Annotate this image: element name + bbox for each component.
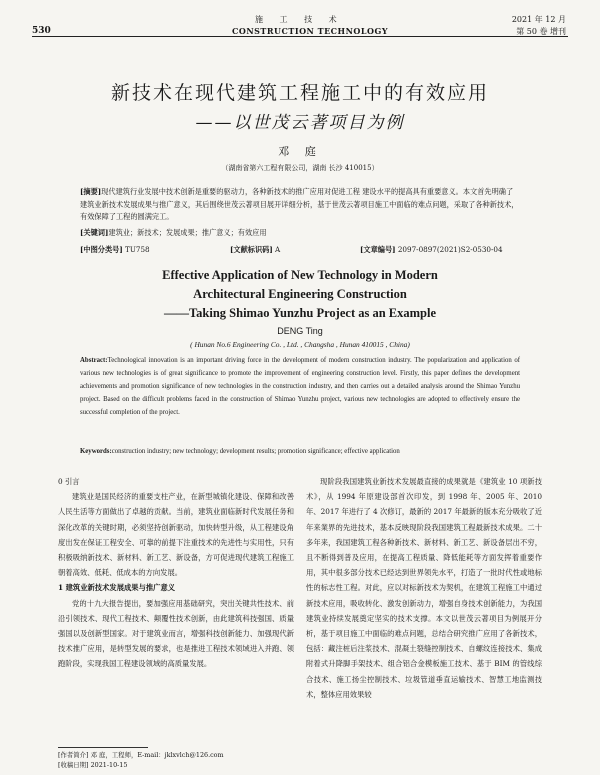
affiliation-en: ( Hunan No.6 Engineering Co. , Ltd. , Changsha , Hunan 410015 , China)	[190, 340, 410, 349]
page-number: 530	[32, 26, 51, 36]
issue-date: 2021 年 12 月	[511, 15, 566, 24]
journal-title-en: CONSTRUCTION TECHNOLOGY	[232, 26, 389, 36]
keywords-cn-label: [关键词]	[80, 228, 109, 237]
body-column-left	[58, 474, 294, 672]
footnote-author: [作者简介] 邓 庭，工程师，E-mail：jklxvlch@126.com	[58, 751, 224, 759]
footnote-rule	[58, 747, 148, 748]
author-cn: 邓 庭	[278, 145, 322, 158]
keywords-cn-text: 建筑业；新技术；发展成果；推广意义；有效应用	[108, 228, 267, 237]
doc-code-value: A	[275, 245, 281, 254]
abstract-en-label: Abstract:	[80, 357, 108, 364]
body-paragraph: 建筑业是国民经济的重要支柱产业，在新型城镇化建设、保障和改善人民生活等方面做出了卓越的贡献。当前，建筑业面临新时代发展任务和深化改革的关键时期，必须坚持创新驱动，加快转型升级，从工程建设角度出发在保证工程安全、可靠的前提下注重技术的先进性与实用性，只有积极吸纳新技术、新材料、新工艺、新设备，方可促进现代建筑工程施工朝着高效、低耗、低成本的方向发展。	[58, 492, 294, 578]
keywords-en-text: construction industry; new technology; development results; promotion significance; effective application	[111, 448, 400, 455]
classification-row	[80, 244, 520, 257]
body-column-right	[306, 474, 542, 702]
abstract-en	[80, 354, 520, 419]
subtitle-cn: ——以世茂云著项目为例	[195, 113, 405, 133]
abstract-cn-text: 现代建筑行业发展中技术创新是重要的驱动力，各种新技术的推广应用对促进工程 建设水平的提高具有重要意义。本文首先明确了建筑业新技术发展成果与推广意义，其后围绕世茂云著项目展开详细分析，基于世茂云著项目施工中面临的难点问题，采取了各种新技术，有效保障了工程的圆满完工。	[80, 187, 519, 221]
author-en: DENG Ting	[277, 326, 323, 336]
doc-code-label: [文献标识码]	[230, 245, 273, 254]
footnote-received: [收稿日期] 2021-10-15	[58, 760, 128, 769]
header-rule	[32, 36, 568, 37]
title-en-line-2: Architectural Engineering Construction	[193, 287, 407, 301]
abstract-cn-label: [摘要]	[80, 187, 102, 196]
article-no-label: [文章编号]	[360, 245, 396, 254]
title-cn: 新技术在现代建筑工程施工中的有效应用	[110, 82, 489, 104]
footnote	[58, 751, 224, 770]
section-heading-1: 1 建筑业新技术发展成果与推广意义	[58, 583, 176, 593]
keywords-en	[80, 448, 520, 455]
article-no-value: 2097-0897(2021)S2-0530-04	[397, 245, 503, 254]
keywords-cn	[80, 227, 520, 240]
keywords-en-label: Keywords:	[80, 448, 112, 455]
section-heading-intro: 0 引言	[58, 477, 80, 486]
affiliation-cn: （湖南省第六工程有限公司，湖南 长沙 410015）	[221, 164, 379, 172]
body-paragraph: 党的十九大报告提出，要加强应用基础研究，突出关键共性技术、前沿引领技术、现代工程技术、颠覆性技术创新，由此建筑科技强国、质量强国以及创新型国家。对于建筑业而言，增强科技创新能力、加强现代新技术推广应用，是转型发展的要求，也是推进工程技术领域进入并跑、领跑阶段，实现我国工程建设领域的高质量发展。	[58, 598, 294, 669]
clc-label: [中图分类号]	[80, 245, 123, 254]
abstract-en-text: Technological innovation is an important driving force in the development of modern construction industry. The popularization and application of various new technologies is of great significance to promote the improvement of engineering construction level. Firstly, this paper defines the development achievements and promotion significance of new technologies in the construction industry, and then carries out a detailed analysis around the Shimao Yunzhu project. Based on the difficult problems faced in the construction of Shimao Yunzhu project, various new technologies are adopted to effectively ensure the successful completion of the project.	[80, 357, 520, 416]
body-paragraph: 现阶段我国建筑业新技术发展最直接的成果就是《建筑业 10 项新技术》，从 1994 年原建设部首次印发，到 1998 年、2005 年、2010 年、2017 年进行了 4 次修订，最新的 2017 年最新的版本充分吸收了近年来業界的先进技术，基本反映现阶段我国建筑工程最新技术成果。二十多年来，我国建筑工程各种新技术、新材料、新工艺、新设备层出不穷，且不断得到普及应用，在提高工程质量、降低能耗等方面发挥着重要作用，其中很多部分技术已经达到世界领先水平，打造了一批时代性或地标性的标志性工程。对此，应以对标新技术为契机，在建筑工程施工中通过新技术应用，吸收转化、激发创新动力，增强自身技术创新能力，为我国建筑业持续发展奠定坚实的技术支撑。本文以世茂云著项目为例展开分析，基于项目施工中面临的难点问题，总结合研究推广应用了各新技术，包括：藏注桩后注浆技术、混凝土裂缝控制技术、自螺纹连接技术、集成附着式升降脚手架技术、组合铝合金模板施工技术、基于 BIM 的管线综合技术、施工扬尘控制技术、垃圾管道垂直运输技术、智慧工地监测技术，整体应用效果较	[306, 477, 542, 699]
title-en-line-3: ——Taking Shimao Yunzhu Project as an Example	[163, 306, 437, 320]
clc-value: TU758	[125, 245, 150, 254]
journal-title-cn: 施 工 技 术	[255, 15, 344, 24]
abstract-cn	[80, 186, 520, 224]
issue-volume: 第 50 卷 增刊	[516, 27, 566, 36]
title-en	[0, 266, 600, 323]
title-en-line-1: Effective Application of New Technology in Modern	[162, 268, 438, 282]
